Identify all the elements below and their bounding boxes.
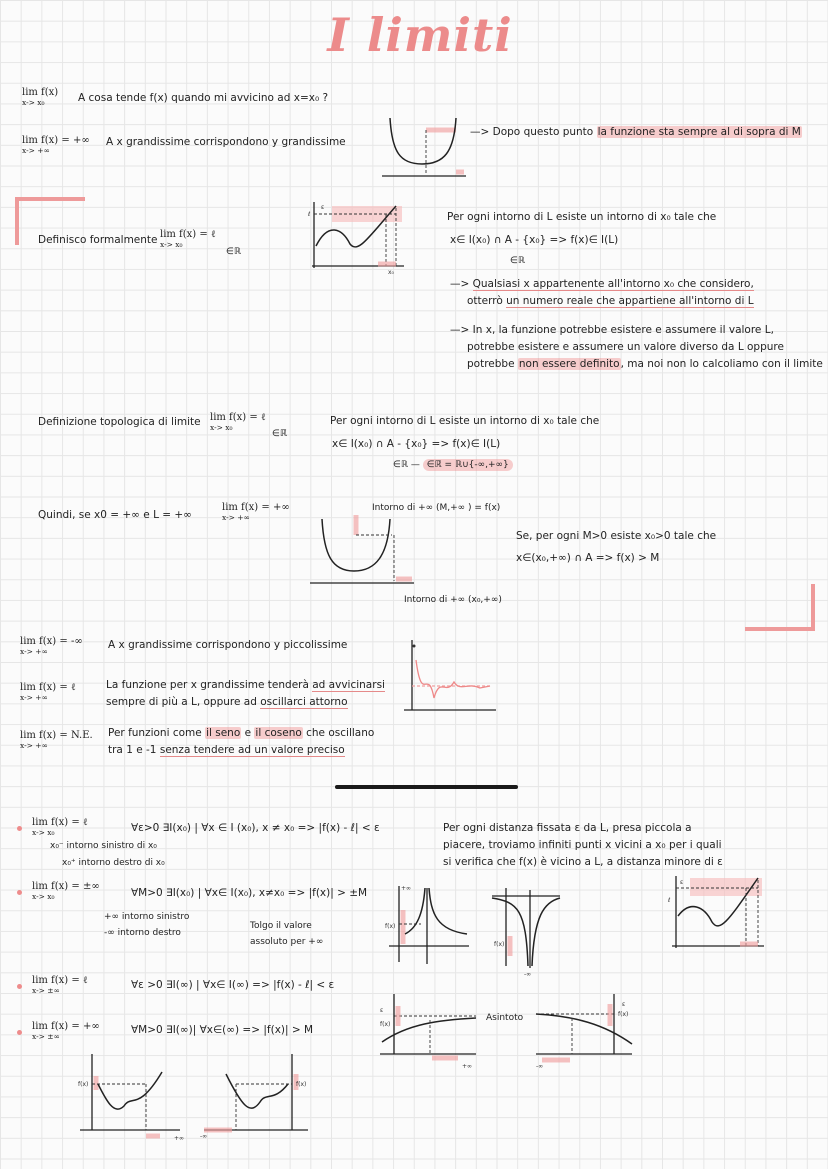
formal-bullet-1a [450,277,754,291]
bullet-dot [17,826,22,831]
formal-line1: Per ogni intorno di L esiste un intorno di x₀ tale che [447,211,717,223]
graph-inf-inf [308,505,418,595]
bullet-text: potrebbe [467,358,518,370]
bottom-right-3: si verifica che f(x) è vicino a L, a distanza minore di ε [443,856,723,868]
point [413,645,416,648]
text: Per funzioni come [108,727,206,739]
graph-note [470,125,802,139]
asintoto-label: Asintoto [486,1013,524,1023]
question-text: A cosa tende f(x) quando mi avvicino ad x=x₀ ? [78,92,329,104]
eps-label: ε [622,1001,626,1008]
graph-limit-l [308,198,408,274]
limit-expr-text: lim f(x) = N.E. [20,730,93,741]
tolgo-note-1: Tolgo il valore [250,921,312,931]
limit-expr-1 [22,88,58,106]
tolgo-note-2: assoluto per +∞ [250,937,324,947]
formal-bullet-2b: potrebbe esistere e assumere un valore diverso da L oppure [467,341,784,353]
bullet-dot [17,1030,22,1035]
text: e [241,727,255,739]
bullet-text: otterrò [467,295,507,307]
eps-label: ε [380,1007,384,1014]
fx-label: f(x) [494,941,505,948]
bottom-note-2a: +∞ intorno sinistro [104,912,190,922]
bullet-text: In x, la funzione potrebbe esistere e assumere il valore L, [472,324,774,336]
limit-expr-text: lim f(x) = ±∞ [32,881,100,892]
pinf-label: +∞ [174,1135,185,1142]
underlined: oscillarci attorno [260,696,348,708]
curve-right [429,888,467,934]
curve [390,118,456,164]
minf-label: -∞ [200,1133,208,1140]
fx-label: f(x) [380,1021,391,1028]
graph-u-curve [378,112,470,184]
text: La funzione per x grandissime tenderà [106,679,313,691]
eps-label: ε [321,204,325,211]
l-label: ℓ [668,897,671,904]
formal-bullet-2a [450,323,774,337]
topo-label: Definizione topologica di limite [38,416,201,428]
more-text-3a [108,726,374,740]
bottom-def-2: ∀M>0 ∃I(x₀) | ∀x∈ I(x₀), x≠x₀ => |f(x)| > ±M [131,887,368,899]
formal-formula-r: ∈ℝ [510,256,525,266]
bottom-note-2b: -∞ intorno destro [104,928,181,938]
underlined: ad avvicinarsi [312,679,385,691]
limit-expr-text: lim f(x) = ℓ [32,975,88,986]
curve-left [405,888,425,934]
note-prefix: —> Dopo questo punto [470,126,597,138]
graph-inf-2 [200,1050,312,1142]
more-text-3b [108,743,345,757]
more-text-2b [106,695,348,709]
r-arrow: ∈ℝ — [393,460,420,470]
formal-bullet-2c [467,357,823,371]
quindi-label: Quindi, se x0 = +∞ e L = +∞ [38,509,192,521]
limit-expr-2 [22,136,90,154]
graph-vertical-asymptote-2 [490,886,562,978]
topo-line1: Per ogni intorno di L esiste un intorno di x₀ tale che [330,415,600,427]
quindi-def2: x∈(x₀,+∞) ∩ A => f(x) > M [516,552,660,564]
limit-expr-text: lim f(x) = ℓ [20,682,76,693]
underlined: senza tendere ad un valore preciso [159,744,345,756]
corner-right-h [745,627,815,631]
in-rbar: ∈ℝ̄ [272,429,287,439]
fx-label: f(x) [296,1081,307,1088]
curve-right [532,898,560,966]
topo-formula: x∈ I(x₀) ∩ A - {x₀} => f(x)∈ I(L) [332,438,501,450]
rbar-highlight: ∈ℝ̄ = ℝ∪{-∞,+∞} [423,459,513,471]
more-limit-1 [20,637,83,655]
more-limit-2 [20,683,76,701]
arrow: —> [450,324,473,336]
x0-label: x₀ [388,269,394,276]
graph-horizontal-asymptote-2 [534,992,634,1072]
formal-limit [160,230,216,248]
limit-sub: x-> x₀ [32,827,55,837]
text: sempre di più a L, oppure ad [106,696,261,708]
formal-label: Definisco formalmente [38,234,158,246]
limit-sub: x-> +∞ [20,740,48,750]
bottom-note-1b: x₀⁺ intorno destro di x₀ [62,858,165,868]
bottom-def-1: ∀ε>0 ∃I(x₀) | ∀x ∈ I (x₀), x ≠ x₀ => |f(x) - ℓ| < ε [131,822,380,834]
limit-sub: x-> x₀ [32,891,55,901]
topo-r [393,459,513,471]
quindi-def1: Se, per ogni M>0 esiste x₀>0 tale che [516,530,717,542]
pinf-label: +∞ [401,885,412,892]
bottom-limit-2 [32,882,100,900]
limit-sub: x-> x₀ [210,422,233,432]
bottom-note-1a: x₀⁻ intorno sinistro di x₀ [50,841,157,851]
bullet-dot [17,984,22,989]
corner-top-left-v [15,197,19,245]
section-separator [335,785,518,789]
more-text-2a [106,678,385,692]
graph-epsilon [668,872,768,954]
limit-expr-text: lim f(x) = -∞ [20,636,83,647]
limit-sub: x-> +∞ [20,692,48,702]
in-r: ∈ℝ [226,247,241,257]
limit-sub: x-> x₀ [22,97,45,107]
quindi-top-note: Intorno di +∞ (M,+∞ ) = f(x) [372,503,501,513]
limit-expr-text: lim f(x) = +∞ [22,135,90,146]
graph-inf-1 [76,1050,186,1142]
limit-sub: x-> ±∞ [32,1031,60,1041]
limit-expr-text: lim f(x) = ℓ [32,817,88,828]
bullet-text: , ma noi non lo calcoliamo con il limite [620,358,823,370]
bottom-right-2: piacere, troviamo infiniti punti x vicini a x₀ per i quali [443,839,722,851]
more-limit-3 [20,731,93,749]
pinf-label: +∞ [462,1063,473,1070]
bottom-limit-4 [32,1022,100,1040]
formal-formula: x∈ I(x₀) ∩ A - {x₀} => f(x)∈ I(L) [450,234,619,246]
minf-label: -∞ [524,971,532,978]
l-label: ℓ [308,211,311,218]
topo-limit [210,413,266,431]
bottom-def-4: ∀M>0 ∃I(∞)| ∀x∈(∞) => |f(x)| > M [131,1024,314,1036]
limit-sub: x-> +∞ [20,646,48,656]
quindi-bottom-note: Intorno di +∞ (x₀,+∞) [404,595,502,605]
graph-vertical-asymptote-1 [383,884,473,966]
limit-sub: x-> +∞ [22,145,50,155]
fx-label: f(x) [78,1081,89,1088]
curve [536,1014,632,1044]
limit-expr-text: lim f(x) = +∞ [222,502,290,513]
bullet-highlight: non essere definito [518,358,620,370]
corner-right-v [811,584,815,631]
bottom-limit-3 [32,976,88,994]
curve [226,1074,288,1108]
note-highlight: la funzione sta sempre al di sopra di M [597,126,801,138]
text: tra 1 e -1 [108,744,160,756]
graph-oscillating [400,636,500,714]
text: che oscillano [302,727,375,739]
bullet-text: Qualsiasi x appartenente all'intorno x₀ che considero, [472,278,754,290]
highlight: il seno [206,727,241,739]
more-text-1: A x grandissime corrispondono y piccolissime [108,639,348,651]
minf-label: -∞ [536,1063,544,1070]
bottom-limit-1 [32,818,88,836]
curve [98,1072,162,1109]
highlight: il coseno [255,727,302,739]
corner-top-left-h [15,197,85,201]
graph-horizontal-asymptote-1 [378,992,480,1072]
arrow: —> [450,278,473,290]
limit-sub: x-> +∞ [222,512,250,522]
statement-text: A x grandissime corrispondono y grandissime [106,136,346,148]
bottom-def-3: ∀ε >0 ∃I(∞) | ∀x∈ I(∞) => |f(x) - ℓ| < ε [131,979,335,991]
page-title: I limiti [327,8,513,62]
bullet-dot [17,890,22,895]
quindi-limit [222,503,290,521]
bullet-underlined: un numero reale che appartiene all'intorno di L [506,295,754,307]
fx-label: f(x) [385,923,396,930]
limit-sub: x-> ±∞ [32,985,60,995]
eps-label: ε [680,879,684,886]
limit-expr-text: lim f(x) [22,87,59,98]
fx-label: f(x) [618,1011,629,1018]
limit-sub: x-> x₀ [160,239,183,249]
limit-expr-text: lim f(x) = ℓ [210,412,266,423]
limit-expr-text: lim f(x) = ℓ [160,229,216,240]
curve [416,660,490,698]
bottom-right-1: Per ogni distanza fissata ε da L, presa piccola a [443,822,692,834]
formal-bullet-1b [467,294,754,308]
limit-expr-text: lim f(x) = +∞ [32,1021,100,1032]
